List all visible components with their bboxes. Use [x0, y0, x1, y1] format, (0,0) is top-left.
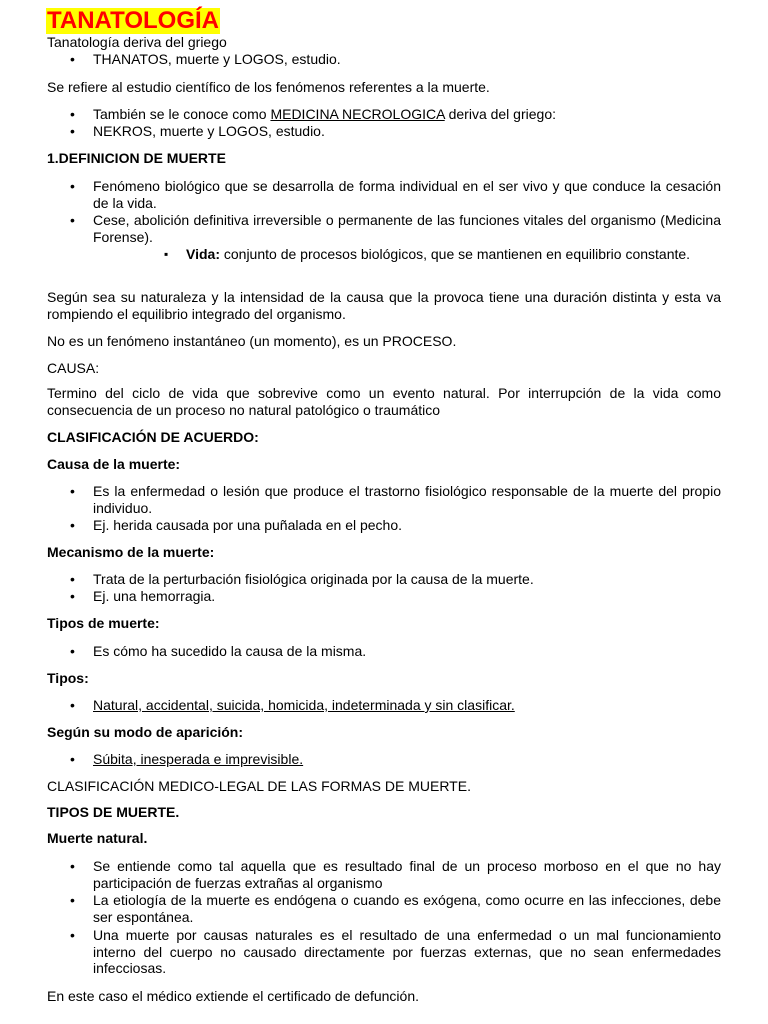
tipos-muerte-heading: Tipos de muerte:	[47, 615, 160, 631]
vida-sub-bullet	[186, 246, 721, 263]
proceso-paragraph: No es un fenómeno instantáneo (un momento), es un PROCESO.	[47, 333, 457, 349]
modo-aparicion-bullet: • Súbita, inesperada e imprevisible.	[93, 751, 721, 768]
document-title: TANATOLOGÍA	[47, 7, 219, 34]
causa-label: CAUSA:	[47, 360, 100, 376]
definicion-bullet-1: • Fenómeno biológico que se desarrolla de forma individual en el ser vivo y que conduce la cesación de la vida.	[93, 178, 721, 211]
causa-paragraph: Termino del ciclo de vida que sobrevive como un evento natural. Por interrupción de la vida como consecuencia de un proceso no natural patológico o traumático	[47, 385, 721, 418]
naturaleza-paragraph: Según sea su naturaleza y la intensidad de la causa que la provoca tiene una duración distinta y esta va rompiendo el equilibrio integrado del organismo.	[47, 289, 721, 322]
intro-bullet-thanatos: • THANATOS, muerte y LOGOS, estudio.	[93, 51, 721, 68]
medicina-necrologica-link[interactable]: MEDICINA NECROLOGICA	[270, 106, 445, 122]
section-heading-definicion: 1.DEFINICION DE MUERTE	[47, 150, 226, 166]
tipos-de-muerte-heading: TIPOS DE MUERTE.	[47, 804, 180, 820]
mecanismo-bullet-2: • Ej. una hemorragia.	[93, 588, 721, 605]
certificado-paragraph: En este caso el médico extiende el certificado de defunción.	[47, 988, 420, 1004]
bullet-text-pre: También se le conoce como	[93, 106, 271, 122]
definicion-bullet-2: • Cese, abolición definitiva irreversible o permanente de las funciones vitales del organismo (Medicina Forense).	[93, 212, 721, 245]
intro-bullet-nekros: • NEKROS, muerte y LOGOS, estudio.	[93, 123, 721, 140]
muerte-natural-heading: Muerte natural.	[47, 830, 148, 846]
bullet-text-post: deriva del griego:	[444, 106, 556, 122]
intro-line: Tanatología deriva del griego	[47, 34, 227, 50]
vida-label: Vida:	[186, 246, 220, 262]
natural-bullet-1: • Se entiende como tal aquella que es resultado final de un proceso morboso en el que no hay participación de fuerzas extrañas al organismo	[93, 858, 721, 891]
mecanismo-heading: Mecanismo de la muerte:	[47, 544, 215, 560]
clasificacion-heading: CLASIFICACIÓN DE ACUERDO:	[47, 429, 259, 445]
mecanismo-bullet-1: • Trata de la perturbación fisiológica originada por la causa de la muerte.	[93, 571, 721, 588]
causa-bullet-1: • Es la enfermedad o lesión que produce el trastorno fisiológico responsable de la muerte del propio individuo.	[93, 483, 721, 516]
causa-bullet-2: • Ej. herida causada por una puñalada en el pecho.	[93, 517, 721, 534]
intro-paragraph: Se refiere al estudio científico de los fenómenos referentes a la muerte.	[47, 79, 490, 95]
medico-legal-heading: CLASIFICACIÓN MEDICO-LEGAL DE LAS FORMAS DE MUERTE.	[47, 778, 471, 794]
intro-bullet-medicina	[93, 106, 721, 123]
natural-bullet-2: • La etiología de la muerte es endógena o cuando es exógena, como ocurre en las infecciones, debe ser espontánea.	[93, 892, 721, 925]
tipos-bullet-1: • Es cómo ha sucedido la causa de la misma.	[93, 643, 721, 660]
causa-muerte-heading: Causa de la muerte:	[47, 456, 181, 472]
tipos-heading: Tipos:	[47, 670, 89, 686]
tipos-list-bullet: • Natural, accidental, suicida, homicida, indeterminada y sin clasificar.	[93, 697, 721, 714]
vida-text: conjunto de procesos biológicos, que se mantienen en equilibrio constante.	[219, 246, 691, 262]
modo-aparicion-heading: Según su modo de aparición:	[47, 724, 244, 740]
natural-bullet-3: • Una muerte por causas naturales es el resultado de una enfermedad o un mal funcionamiento interno del cuerpo no causado directamente por fuerzas externas, que no sean enfermedades infecciosas.	[93, 927, 721, 977]
